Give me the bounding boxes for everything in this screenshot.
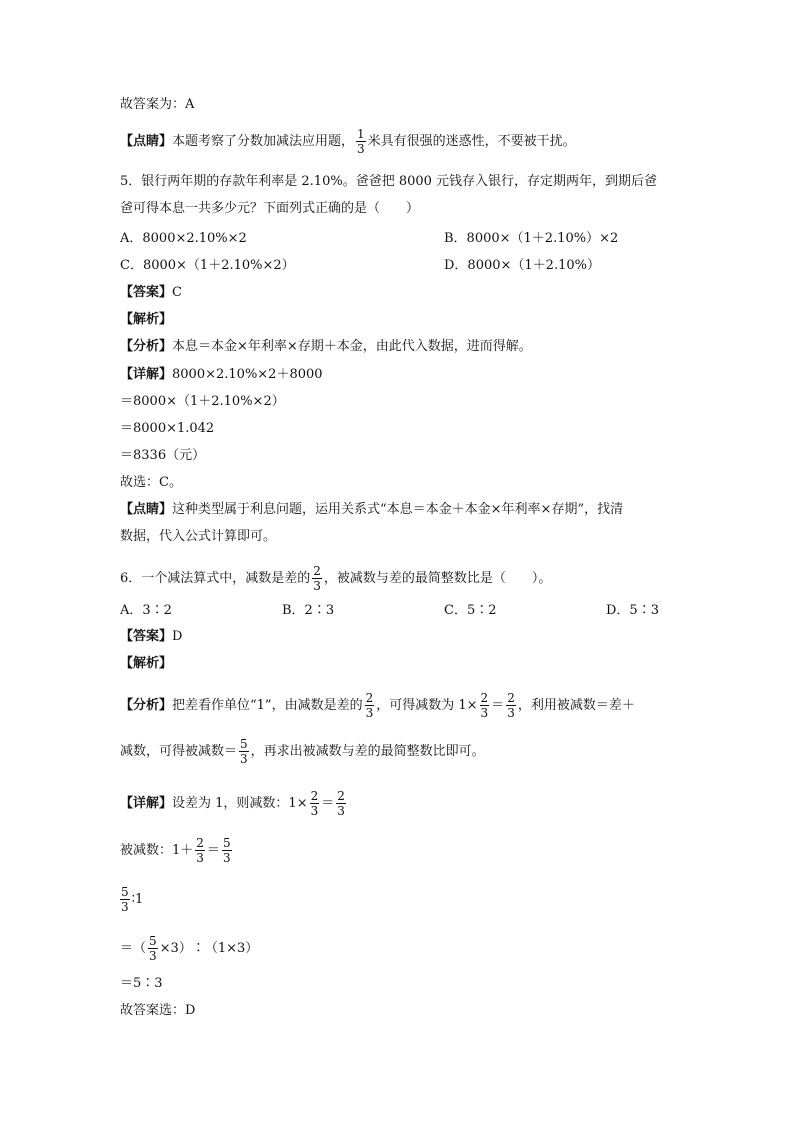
xiangjie-tag: 【详解】 — [120, 367, 173, 382]
q6-calc — [120, 935, 258, 962]
step-2: ＝8000×（1＋2.10%×2） — [120, 394, 285, 409]
q5-stem-line1: 5．银行两年期的存款年利率是 2.10%。爸爸把 8000 元钱存入银行，存定期两年，到期后爸 — [120, 174, 658, 189]
answer-value: D — [172, 629, 183, 644]
comment-text-pre: 本题考察了分数加减法应用题， — [172, 134, 355, 149]
q5-fenxi — [120, 338, 532, 356]
q5-choose: 故选：C。 — [120, 475, 182, 490]
answer-value: C — [172, 285, 182, 300]
fraction: $\frac{5}{3}$ — [121, 885, 129, 914]
q5-stem-line2: 爸可得本息一共多少元？下面列式正确的是（ ） — [120, 201, 420, 216]
q5-option-a: A．8000×2.10%×2 — [120, 231, 247, 246]
q6-option-d: D．5∶3 — [606, 603, 659, 618]
xiangjie-tag: 【详解】 — [120, 796, 173, 811]
answer-tag: 【答案】 — [120, 629, 173, 644]
q5-option-c: C．8000×（1＋2.10%×2） — [120, 258, 295, 273]
q6-ratio — [120, 886, 143, 913]
q4-comment — [120, 128, 576, 155]
q6-final: 故答案选：D — [120, 1003, 196, 1018]
fenxi-text: ＝ — [491, 698, 505, 713]
fraction: $\frac{2}{3}$ — [196, 836, 204, 865]
fraction: $\frac{2}{3}$ — [480, 691, 489, 720]
fraction: $\frac{5}{3}$ — [222, 836, 231, 865]
stem-pre: 6．一个减法算式中，减数是差的 — [120, 571, 311, 586]
fraction: $\frac{1}{3}$ — [357, 127, 365, 156]
comment-text: 这种类型属于利息问题，运用关系式“本息＝本金＋本金×年利率×存期”，找清 — [172, 502, 624, 517]
q6-result: ＝5∶3 — [120, 976, 163, 991]
q5-comment-line1 — [120, 501, 623, 519]
xiangjie-text: 设差为 1，则减数：1× — [172, 796, 308, 811]
q6-stem — [120, 565, 551, 592]
fraction: $\frac{5}{3}$ — [149, 934, 157, 963]
comment-tag: 【点睛】 — [120, 134, 173, 149]
fenxi-text: ，再求出被减数与差的最简整数比即可。 — [250, 744, 485, 759]
q6-answer — [120, 628, 182, 646]
step-1: 8000×2.10%×2＋8000 — [172, 367, 323, 382]
fenxi-text: 本息＝本金×年利率×存期＋本金，由此代入数据，进而得解。 — [172, 339, 532, 354]
q6-analysis-tag: 【解析】 — [120, 656, 173, 671]
stem-post: ，被减数与差的最简整数比是（ ）。 — [323, 571, 552, 586]
ratio-text: ∶1 — [131, 892, 144, 907]
fenxi-tag: 【分析】 — [120, 339, 173, 354]
fraction: $\frac{2}{3}$ — [337, 789, 345, 818]
answer-tag: 【答案】 — [120, 285, 173, 300]
q5-option-b: B．8000×（1＋2.10%）×2 — [444, 231, 619, 246]
comment-text-post: 米具有很强的迷惑性，不要被干扰。 — [367, 134, 576, 149]
fraction: $\frac{5}{3}$ — [240, 737, 248, 766]
q6-bei-jian-shu — [120, 837, 234, 864]
fenxi-text: 减数，可得被减数＝ — [120, 744, 238, 759]
q4-answer-line: 故答案为：A — [120, 97, 195, 112]
fraction: $\frac{2}{3}$ — [310, 789, 319, 818]
q5-xiangjie — [120, 366, 323, 384]
q6-xiangjie — [120, 790, 348, 817]
calc-text: ×3）∶（1×3） — [159, 941, 259, 956]
calc-text: ＝（ — [120, 941, 147, 956]
fenxi-text: 把差看作单位“1”，由减数是差的 — [172, 698, 363, 713]
step-4: ＝8336（元） — [120, 448, 206, 463]
fraction: $\frac{2}{3}$ — [507, 691, 515, 720]
bei-text: 被减数：1＋ — [120, 843, 194, 858]
comment-tag: 【点睛】 — [120, 502, 173, 517]
q5-analysis-tag: 【解析】 — [120, 312, 173, 327]
q6-option-c: C．5∶2 — [444, 603, 497, 618]
fenxi-text: ，利用被减数＝差＋ — [517, 698, 635, 713]
step-3: ＝8000×1.042 — [120, 421, 215, 436]
bei-text: ＝ — [206, 843, 220, 858]
q5-answer — [120, 284, 182, 302]
fraction: $\frac{2}{3}$ — [313, 564, 321, 593]
xiangjie-text: ＝ — [321, 796, 335, 811]
fenxi-tag: 【分析】 — [120, 698, 173, 713]
q6-fenxi-line1 — [120, 692, 635, 719]
q5-option-d: D．8000×（1＋2.10%） — [444, 258, 600, 273]
q5-comment-line2: 数据，代入公式计算即可。 — [120, 529, 277, 544]
q6-fenxi-line2 — [120, 738, 485, 765]
fenxi-text: ，可得减数为 1× — [376, 698, 478, 713]
q6-option-b: B．2∶3 — [282, 603, 335, 618]
q6-option-a: A．3∶2 — [120, 603, 172, 618]
fraction: $\frac{2}{3}$ — [365, 691, 374, 720]
